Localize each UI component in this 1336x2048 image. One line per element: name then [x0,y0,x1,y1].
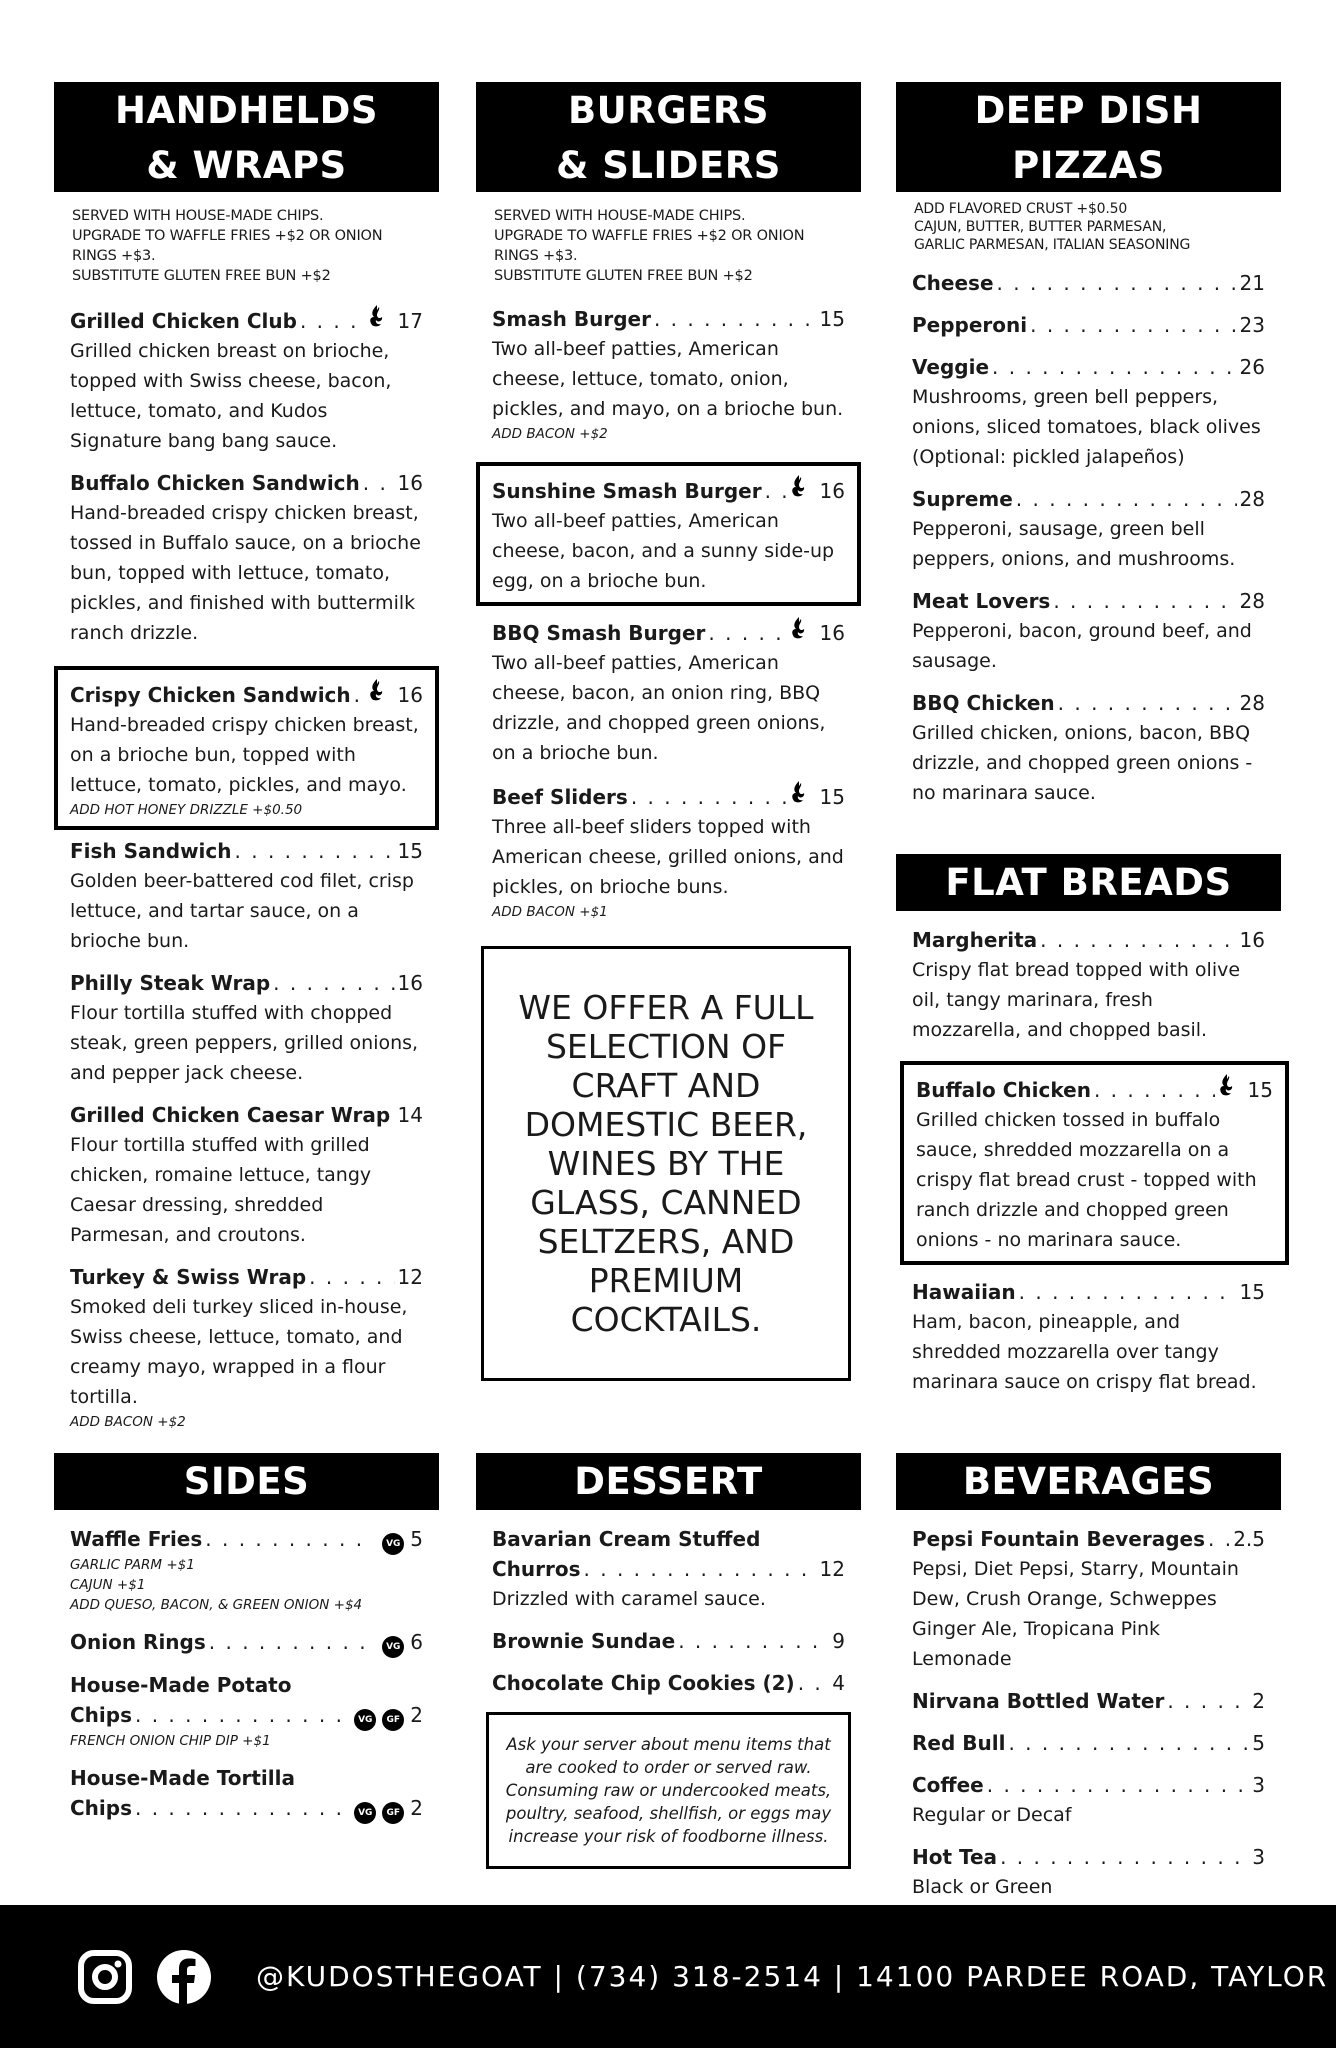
dessert-section [476,1453,861,1869]
item-name: Grilled Chicken Caesar Wrap [70,1103,391,1127]
item-price: 15 [397,839,423,863]
section-header-dessert: DESSERT [476,1453,861,1510]
item-addon: FRENCH ONION CHIP DIP +$1 [70,1733,271,1749]
item-name: Sunshine Smash Burger [492,479,762,503]
item-description: Pepperoni, bacon, ground beef, and sausage. [912,620,1252,672]
item-description: Flour tortilla stuffed with chopped steak, green peppers, grilled onions, and pepper jack cheese. [70,1002,419,1084]
item-name: Chips [70,1796,132,1820]
item-name: Supreme [912,487,1013,511]
item-price: 15 [819,785,845,809]
item-price: 5 [410,1527,423,1551]
item-description: Pepperoni, sausage, green bell peppers, onions, and mushrooms. [912,518,1236,570]
menu-item [54,468,439,648]
item-name: Nirvana Bottled Water [912,1689,1165,1713]
featured-menu-item [476,462,861,606]
menu-item [54,836,439,956]
item-description: Two all-beef patties, American cheese, bacon, an onion ring, BBQ drizzle, and chopped green onions, on a brioche bun. [492,652,826,764]
vegetarian-icon: VG [382,1636,404,1658]
item-name: Waffle Fries [70,1527,203,1551]
facebook-icon[interactable] [156,1949,212,2005]
menu-item [54,1524,439,1615]
item-name: Pepperoni [912,313,1028,337]
item-price: 26 [1239,355,1265,379]
item-name: Cheese [912,271,994,295]
item-price: 16 [397,471,423,495]
handhelds-section [54,82,439,1432]
item-price: 3 [1252,1845,1265,1869]
item-name: Philly Steak Wrap [70,971,271,995]
item-name: Buffalo Chicken [916,1078,1091,1102]
vegetarian-icon: VG [354,1802,376,1824]
menu-item [54,1763,439,1824]
sides-section [54,1453,439,1824]
drinks-promo-box: WE OFFER A FULL SELECTION OF CRAFT AND DOMESTIC BEER, WINES BY THE GLASS, CANNED SELTZERS, AND PREMIUM COCKTAILS. [481,946,851,1381]
footer-bar [0,1905,1336,2048]
gluten-free-icon: GF [382,1709,404,1731]
item-price: 16 [397,971,423,995]
item-name: Buffalo Chicken Sandwich [70,471,360,495]
item-description: Mushrooms, green bell peppers, onions, sliced tomatoes, black olives (Optional: pickled jalapeños) [912,386,1261,468]
section-header-beverages: BEVERAGES [896,1453,1281,1510]
item-price: 9 [832,1629,845,1653]
item-description: Hand-breaded crispy chicken breast, tossed in Buffalo sauce, on a brioche bun, topped with lettuce, tomato, pickles, and finished with buttermilk ranch drizzle. [70,502,421,644]
item-name: Turkey & Swiss Wrap [70,1265,307,1289]
menu-item [896,925,1281,1045]
item-name: Churros [492,1557,581,1581]
item-price: 2 [410,1796,423,1820]
menu-item [476,304,861,444]
menu-item [54,1100,439,1250]
menu-item [476,616,861,768]
item-addon: ADD BACON +$2 [70,1414,186,1430]
menu-item [54,304,439,456]
section-header-burgers: BURGERS & SLIDERS [476,82,861,192]
item-description: Drizzled with caramel sauce. [492,1588,766,1610]
item-name: House-Made Tortilla [70,1766,295,1790]
item-name: Beef Sliders [492,785,628,809]
menu-item [896,688,1281,808]
item-description: Flour tortilla stuffed with grilled chicken, romaine lettuce, tangy Caesar dressing, shredded Parmesan, and croutons. [70,1134,372,1246]
menu-item [54,1670,439,1751]
section-header-sides: SIDES [54,1453,439,1510]
contact-info: @KUDOSTHEGOAT | (734) 318-2514 | 14100 PARDEE ROAD, TAYLOR [256,1960,1329,1993]
spicy-icon [1218,1073,1236,1097]
item-description: Grilled chicken tossed in buffalo sauce, shredded mozzarella on a crispy flat bread crust - topped with ranch drizzle and chopped green onions - no marinara sauce. [916,1109,1257,1251]
item-description: Pepsi, Diet Pepsi, Starry, Mountain Dew, Crush Orange, Schweppes Ginger Ale, Tropicana Pink Lemonade [912,1558,1239,1670]
item-addon: ADD HOT HONEY DRIZZLE +$0.50 [70,802,303,818]
item-name: Fish Sandwich [70,839,232,863]
pizzas-note: ADD FLAVORED CRUST +$0.50 CAJUN, BUTTER, BUTTER PARMESAN, GARLIC PARMESAN, ITALIAN SEASONING [914,201,1191,253]
item-description: Two all-beef patties, American cheese, lettuce, tomato, onion, pickles, and mayo, on a brioche bun. [492,338,844,420]
gluten-free-icon: GF [382,1802,404,1824]
item-price: 15 [1239,1280,1265,1304]
item-name: Brownie Sundae [492,1629,676,1653]
item-name: BBQ Smash Burger [492,621,706,645]
social-links [78,1949,212,2005]
vegetarian-icon: VG [382,1533,404,1555]
vegetarian-icon: VG [354,1709,376,1731]
handhelds-note: SERVED WITH HOUSE-MADE CHIPS. UPGRADE TO WAFFLE FRIES +$2 OR ONION RINGS +$3. SUBSTITUTE GLUTEN FREE BUN +$2 [72,208,383,284]
item-description: Three all-beef sliders topped with American cheese, grilled onions, and pickles, on brioche buns. [492,816,844,898]
item-price: 5 [1252,1731,1265,1755]
item-price: 2 [1252,1689,1265,1713]
item-addon: GARLIC PARM +$1 [70,1557,195,1573]
menu-item [476,1524,861,1614]
menu-item [54,1627,439,1658]
item-price: 28 [1239,589,1265,613]
food-safety-disclaimer: Ask your server about menu items that are cooked to order or served raw. Consuming raw or undercooked meats, poultry, seafood, shellfish, or eggs may increase your risk of foodborne illness. [486,1712,851,1869]
menu-item [896,1524,1281,1674]
item-name: Margherita [912,928,1038,952]
menu-item [896,484,1281,574]
item-name: Chocolate Chip Cookies (2) [492,1671,795,1695]
item-price: 2.5 [1233,1527,1265,1551]
burgers-section [476,82,861,1381]
item-price: 17 [397,309,423,333]
item-name: Onion Rings [70,1630,206,1654]
item-price: 12 [397,1265,423,1289]
item-price: 21 [1239,271,1265,295]
item-description: Crispy flat bread topped with olive oil, tangy marinara, fresh mozzarella, and chopped basil. [912,959,1241,1041]
spicy-icon [790,616,808,640]
item-name: Pepsi Fountain Beverages [912,1527,1205,1551]
featured-menu-item [900,1061,1289,1265]
spicy-icon [790,474,808,498]
spicy-icon [368,678,386,702]
menu-item [896,1686,1281,1716]
item-description: Grilled chicken breast on brioche, topped with Swiss cheese, bacon, lettuce, tomato, and Kudos Signature bang bang sauce. [70,340,392,452]
item-description: Golden beer-battered cod filet, crisp lettuce, and tartar sauce, on a brioche bun. [70,870,414,952]
item-price: 12 [819,1557,845,1581]
item-description: Black or Green [912,1876,1053,1898]
item-name: BBQ Chicken [912,691,1055,715]
featured-menu-item [54,666,439,830]
item-addon: ADD QUESO, BACON, & GREEN ONION +$4 [70,1597,363,1613]
item-description: Regular or Decaf [912,1804,1072,1826]
item-description: Grilled chicken, onions, bacon, BBQ drizzle, and chopped green onions - no marinara sauce. [912,722,1253,804]
item-price: 16 [819,479,845,503]
section-header-flatbreads: FLAT BREADS [896,854,1281,911]
menu-item [476,1626,861,1656]
item-price: 28 [1239,487,1265,511]
spicy-icon [790,780,808,804]
item-name: Veggie [912,355,990,379]
section-header-pizzas: DEEP DISH PIZZAS [896,82,1281,192]
item-name: Crispy Chicken Sandwich [70,683,351,707]
menu-item [896,1842,1281,1902]
item-description: Smoked deli turkey sliced in-house, Swiss cheese, lettuce, tomato, and creamy mayo, wrapped in a flour tortilla. [70,1296,408,1408]
item-price: 16 [397,683,423,707]
item-price: 14 [397,1103,423,1127]
item-name: Chips [70,1703,132,1727]
item-description: Hand-breaded crispy chicken breast, on a brioche bun, topped with lettuce, tomato, pickles, and mayo. [70,714,419,796]
item-name: Hawaiian [912,1280,1016,1304]
section-header-handhelds: HANDHELDS & WRAPS [54,82,439,192]
menu-item [476,780,861,922]
item-name: Bavarian Cream Stuffed [492,1527,761,1551]
menu-item [896,1728,1281,1758]
pizzas-section [896,82,1281,1397]
menu-item [896,1770,1281,1830]
spicy-icon [368,304,386,328]
item-addon: ADD BACON +$1 [492,904,608,920]
menu-item [896,586,1281,676]
item-addon: ADD BACON +$2 [492,426,608,442]
item-name: Grilled Chicken Club [70,309,297,333]
item-price: 16 [819,621,845,645]
item-price: 28 [1239,691,1265,715]
item-name: Meat Lovers [912,589,1051,613]
item-name: Coffee [912,1773,984,1797]
item-name: House-Made Potato [70,1673,292,1697]
menu-item [54,1262,439,1432]
item-price: 15 [1247,1078,1273,1102]
item-addon: CAJUN +$1 [70,1577,146,1593]
item-price: 15 [819,307,845,331]
item-price: 3 [1252,1773,1265,1797]
menu-item [896,268,1281,298]
instagram-icon[interactable] [78,1950,132,2004]
menu-item [54,968,439,1088]
menu-item [896,352,1281,472]
item-price: 4 [832,1671,845,1695]
item-name: Smash Burger [492,307,651,331]
item-name: Red Bull [912,1731,1006,1755]
menu-item [476,1668,861,1698]
item-price: 23 [1239,313,1265,337]
menu-item [896,310,1281,340]
burgers-note: SERVED WITH HOUSE-MADE CHIPS. UPGRADE TO WAFFLE FRIES +$2 OR ONION RINGS +$3. SUBSTITUTE GLUTEN FREE BUN +$2 [494,208,805,284]
item-description: Two all-beef patties, American cheese, bacon, and a sunny side-up egg, on a brioche bun. [492,510,835,592]
item-price: 16 [1239,928,1265,952]
menu-item [896,1277,1281,1397]
item-price: 6 [410,1630,423,1654]
item-description: Ham, bacon, pineapple, and shredded mozzarella over tangy marinara sauce on crispy flat bread. [912,1311,1257,1393]
beverages-section [896,1453,1281,1902]
item-price: 2 [410,1703,423,1727]
item-name: Hot Tea [912,1845,998,1869]
